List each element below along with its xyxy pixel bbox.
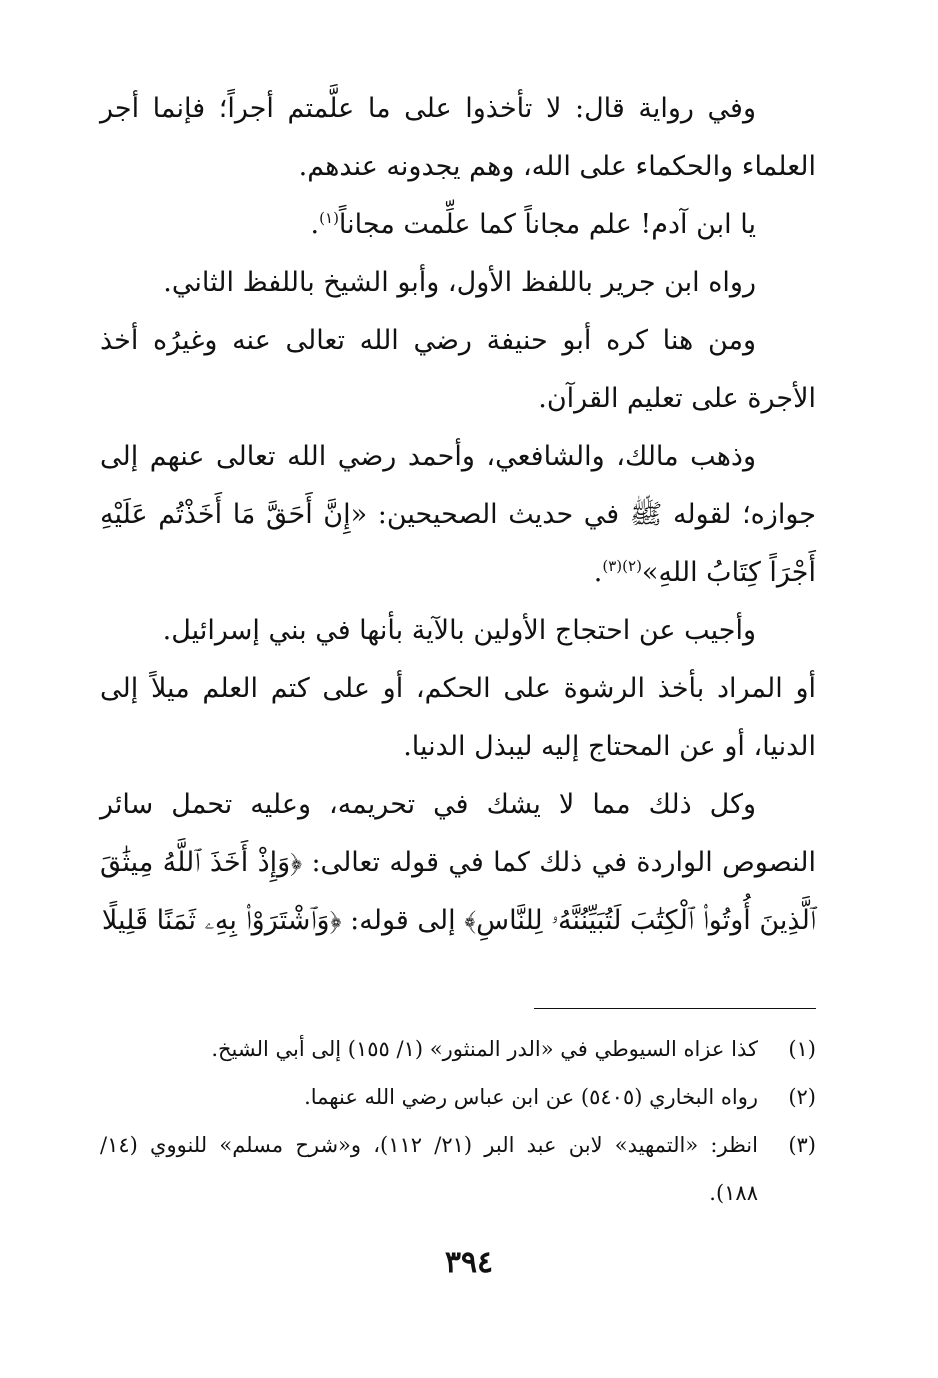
footnote-ref-2-3: (٢)(٣) bbox=[602, 557, 642, 575]
footnote-3 bbox=[100, 1121, 816, 1217]
paragraph-6: وأجيب عن احتجاج الأولين بالآية بأنها في بني إسرائيل. bbox=[162, 615, 756, 646]
paragraph-5 bbox=[100, 428, 816, 602]
page-number: ٣٩٤ bbox=[444, 1245, 494, 1280]
main-text bbox=[100, 80, 816, 950]
paragraph-2 bbox=[100, 196, 816, 254]
footnote-1 bbox=[100, 1025, 816, 1073]
paragraph-5-text: وذهب مالك، والشافعي، وأحمد رضي الله تعالى عنهم إلى جوازه؛ لقوله ﷺ في حديث الصحيحين: «إِنَّ أَحَقَّ مَا أَخَذْتُم عَلَيْهِ أَجْرَاً كِتَابُ اللهِ» bbox=[100, 441, 816, 588]
footnote-text: انظر: «التمهيد» لابن عبد البر (٢١/ ١١٢)، و«شرح مسلم» للنووي (١٤/ ١٨٨). bbox=[100, 1133, 758, 1205]
footnote-text: رواه البخاري (٥٤٠٥) عن ابن عباس رضي الله عنهما. bbox=[304, 1085, 758, 1109]
paragraph-7: أو المراد بأخذ الرشوة على الحكم، أو على كتم العلم ميلاً إلى الدنيا، أو عن المحتاج إليه ليبذل الدنيا. bbox=[100, 673, 816, 762]
footnote-ref-1: (١) bbox=[319, 209, 339, 227]
footnotes bbox=[100, 1025, 816, 1217]
paragraph-2-end: . bbox=[310, 209, 320, 240]
footnote-2 bbox=[100, 1073, 816, 1121]
paragraph-3: رواه ابن جرير باللفظ الأول، وأبو الشيخ باللفظ الثاني. bbox=[163, 267, 756, 298]
footnote-separator bbox=[534, 1008, 816, 1009]
footnote-text: كذا عزاه السيوطي في «الدر المنثور» (١/ ١٥٥) إلى أبي الشيخ. bbox=[211, 1037, 758, 1061]
paragraph-1: وفي رواية قال: لا تأخذوا على ما علَّمتم أجراً؛ فإنما أجر العلماء والحكماء على الله، وهم يجدونه عندهم. bbox=[100, 93, 816, 182]
footnote-number: (١) bbox=[788, 1037, 816, 1061]
paragraph-5-end: . bbox=[593, 557, 603, 588]
footnote-number: (٣) bbox=[788, 1133, 816, 1157]
paragraph-4: ومن هنا كره أبو حنيفة رضي الله تعالى عنه وغيرُه أخذ الأجرة على تعليم القرآن. bbox=[100, 325, 816, 414]
paragraph-2-text: يا ابن آدم! علم مجاناً كما علِّمت مجاناً bbox=[338, 209, 756, 240]
footnote-number: (٢) bbox=[788, 1085, 816, 1109]
paragraph-8: وكل ذلك مما لا يشك في تحريمه، وعليه تحمل سائر النصوص الواردة في ذلك كما في قوله تعالى: ﴿وَإِذْ أَخَذَ ٱللَّهُ مِيثَٰقَ ٱلَّذِينَ أُوتُوا۟ ٱلْكِتَٰبَ لَتُبَيِّنُنَّهُۥ لِلنَّاسِ﴾ إلى قوله: ﴿وَٱشْتَرَوْا۟ بِهِۦ ثَمَنًا قَلِيلًا bbox=[100, 789, 816, 936]
